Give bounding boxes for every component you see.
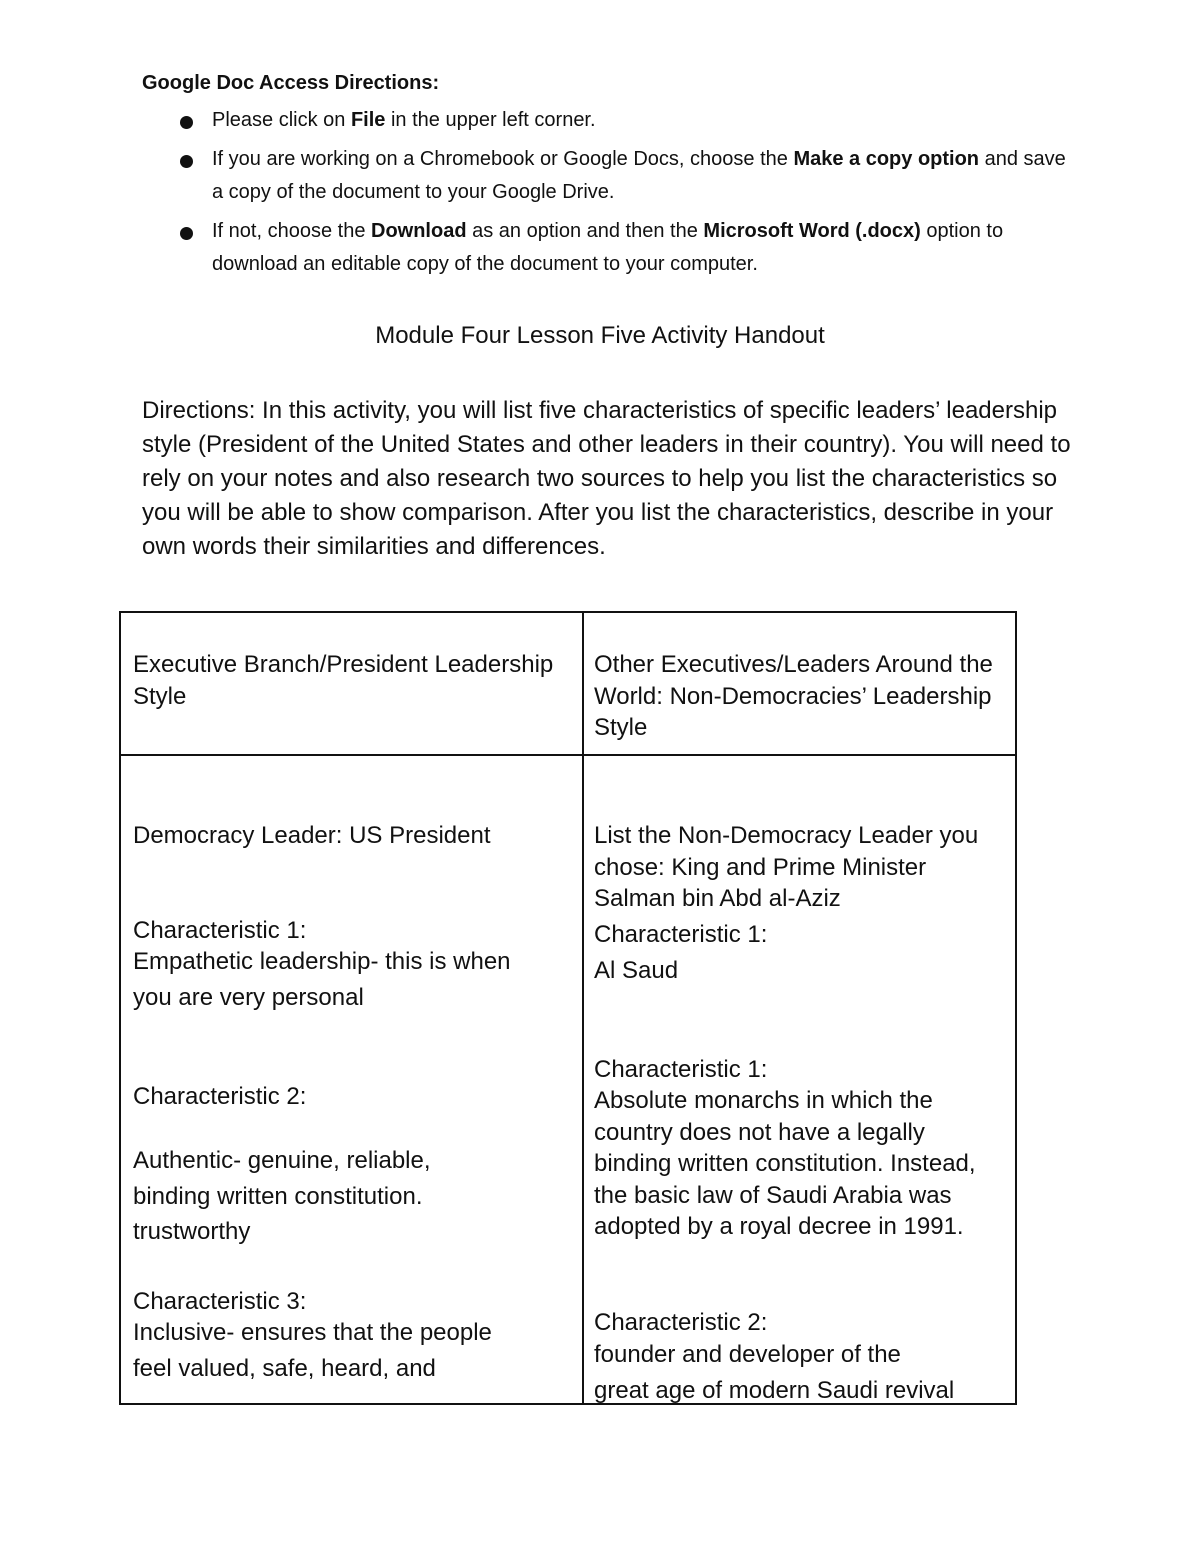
- left-char1-label: Characteristic 1:: [133, 917, 307, 944]
- left-char3-label: Characteristic 3:: [133, 1288, 307, 1315]
- bullet-text: in the upper left corner.: [385, 109, 596, 131]
- header-left: Executive Branch/President Leadership Style: [133, 651, 554, 710]
- bullet-text: and save a copy of the document to your Google Drive.: [212, 148, 1066, 203]
- access-heading: Google Doc Access Directions:: [142, 72, 440, 94]
- bullet-item: [180, 104, 1080, 137]
- bullet-bold: Microsoft Word (.docx): [703, 220, 921, 242]
- right-char2-line1: founder and developer of the: [594, 1341, 901, 1368]
- left-char2-line1: Authentic- genuine, reliable,: [133, 1147, 431, 1174]
- right-char1-label: Characteristic 1:: [594, 921, 768, 948]
- left-char1-line2: you are very personal: [133, 984, 364, 1011]
- bullet-text: If not, choose the: [212, 220, 371, 242]
- right-char1-text: Al Saud: [594, 957, 679, 984]
- page-title: Module Four Lesson Five Activity Handout: [375, 322, 825, 349]
- bullet-icon: [180, 116, 193, 129]
- comparison-table: [119, 611, 1017, 1405]
- bullet-text: If you are working on a Chromebook or Google Docs, choose the: [212, 148, 794, 170]
- right-char1b-label: Characteristic 1:: [594, 1056, 768, 1083]
- right-char1b-text: Absolute monarchs in which the country does not have a legally binding written constitution. Instead, the basic law of Saudi Arabia was adopted by a royal decree in 1991.: [594, 1087, 976, 1240]
- table-header-divider: [121, 754, 1015, 756]
- directions-paragraph: Directions: In this activity, you will list five characteristics of specific leaders’ leadership style (President of the United States and other leaders in their country). You will need to rely on your notes and also research two sources to help you list the characteristics so you will be able to show comparison. After you list the characteristics, describe in your own words their similarities and differences.: [142, 397, 1071, 560]
- access-bullet-list: [180, 104, 1080, 287]
- bullet-item: [180, 143, 1080, 209]
- header-right: Other Executives/Leaders Around the World: Non-Democracies’ Leadership Style: [594, 651, 993, 741]
- bullet-item: [180, 215, 1080, 281]
- bullet-text: Please click on: [212, 109, 351, 131]
- right-char2-line2: great age of modern Saudi revival: [594, 1377, 955, 1404]
- left-char2-label: Characteristic 2:: [133, 1083, 307, 1110]
- left-char3-line2: feel valued, safe, heard, and: [133, 1355, 436, 1382]
- left-char3-line1: Inclusive- ensures that the people: [133, 1319, 492, 1346]
- right-leader: List the Non-Democracy Leader you chose: King and Prime Minister Salman bin Abd al-Aziz: [594, 822, 979, 912]
- bullet-bold: Make a copy option: [793, 148, 980, 170]
- bullet-bold: File: [350, 109, 386, 131]
- right-char2-label: Characteristic 2:: [594, 1309, 768, 1336]
- bullet-icon: [180, 227, 193, 240]
- left-char2-line3: trustworthy: [133, 1218, 251, 1245]
- left-leader: Democracy Leader: US President: [133, 822, 491, 849]
- left-char1-line1: Empathetic leadership- this is when: [133, 948, 511, 975]
- bullet-bold: Download: [371, 220, 467, 242]
- table-column-divider: [582, 613, 584, 1403]
- bullet-text: option to download an editable copy of the document to your computer.: [212, 220, 1004, 275]
- bullet-text: as an option and then the: [466, 220, 704, 242]
- bullet-icon: [180, 155, 193, 168]
- left-char2-line2: binding written constitution.: [133, 1183, 423, 1210]
